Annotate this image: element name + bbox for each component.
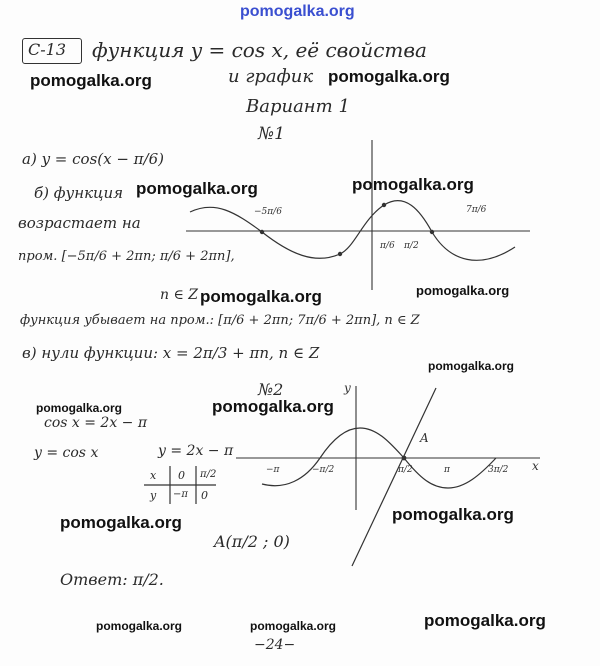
watermark-top: pomogalka.org: [240, 3, 355, 20]
graph2-tick-label: −π: [266, 465, 280, 475]
page-title-line2: и график: [228, 66, 314, 87]
lesson-tag: C-13: [28, 40, 67, 59]
page-title: функция y = cos x, её свойства: [92, 38, 427, 62]
graph1-tick-label: π/2: [404, 241, 419, 251]
watermark: pomogalka.org: [30, 71, 152, 90]
task2-func-cos: y = cos x: [34, 445, 99, 461]
increasing-interval: пром. [−5π/6 + 2πn; π/6 + 2πn],: [18, 249, 235, 264]
watermark: pomogalka.org: [416, 283, 510, 298]
graph1-tick-label: 7π/6: [466, 205, 487, 215]
table-cell: −π: [173, 489, 188, 500]
watermark: pomogalka.org: [352, 175, 474, 194]
watermark-footer-mid: pomogalka.org: [250, 619, 337, 633]
watermark: pomogalka.org: [200, 287, 322, 306]
table-cell: π/2: [200, 469, 217, 480]
graph2-tick-label: 3π/2: [488, 465, 509, 475]
intersection-point: A(π/2 ; 0): [214, 532, 290, 551]
graph2-y-axis-label: y: [344, 381, 351, 395]
zeros-text: в) нули функции: x = 2π/3 + πn, n ∈ Z: [22, 344, 320, 362]
graph1-point: [260, 230, 264, 234]
task2-func-line: y = 2x − π: [158, 443, 234, 459]
task2-equation: cos x = 2x − π: [44, 415, 148, 431]
task-number-2: №2: [258, 380, 284, 399]
table-cell: 0: [178, 469, 185, 482]
table-cell: 0: [201, 489, 208, 502]
watermark: pomogalka.org: [428, 359, 515, 373]
graph2-tick-label: π: [444, 465, 450, 475]
variant-heading: Вариант 1: [246, 96, 350, 117]
watermark: pomogalka.org: [328, 67, 450, 86]
graph1-tick-label: π/6: [380, 241, 395, 251]
increasing-n: n ∈ Z: [160, 287, 199, 303]
watermark: pomogalka.org: [392, 505, 514, 524]
watermark: pomogalka.org: [60, 513, 182, 532]
task1-part-b: б) функция: [34, 184, 124, 202]
table-header-y: y: [150, 489, 157, 502]
graph2-x-axis-label: x: [532, 459, 539, 473]
watermark: pomogalka.org: [136, 179, 258, 198]
watermark: pomogalka.org: [212, 397, 334, 416]
graph2-line: [352, 388, 436, 566]
task1-part-a: а) y = cos(x − π/6): [22, 150, 164, 168]
task-number-1: №1: [258, 124, 285, 144]
answer: Ответ: π/2.: [60, 570, 164, 589]
page-number: −24−: [254, 637, 296, 653]
graph2-intersection-point: [402, 456, 407, 461]
graph2-tick-label: −π/2: [312, 465, 335, 475]
graph1-point: [382, 203, 386, 207]
watermark: pomogalka.org: [36, 401, 123, 415]
graph2-point-label: A: [420, 431, 429, 445]
graph1-tick-label: −5π/6: [254, 207, 282, 217]
watermark-footer-right: pomogalka.org: [424, 611, 546, 630]
increasing-label: возрастает на: [18, 214, 141, 232]
decreasing-text: функция убывает на пром.: [π/6 + 2πn; 7π/6 + 2πn], n ∈ Z: [20, 313, 420, 328]
graph2-tick-label: π/2: [398, 465, 413, 475]
graph1-point: [430, 230, 434, 234]
graph1-point: [338, 252, 342, 256]
table-header-x: x: [150, 469, 157, 482]
watermark: pomogalka.org: [96, 619, 183, 633]
